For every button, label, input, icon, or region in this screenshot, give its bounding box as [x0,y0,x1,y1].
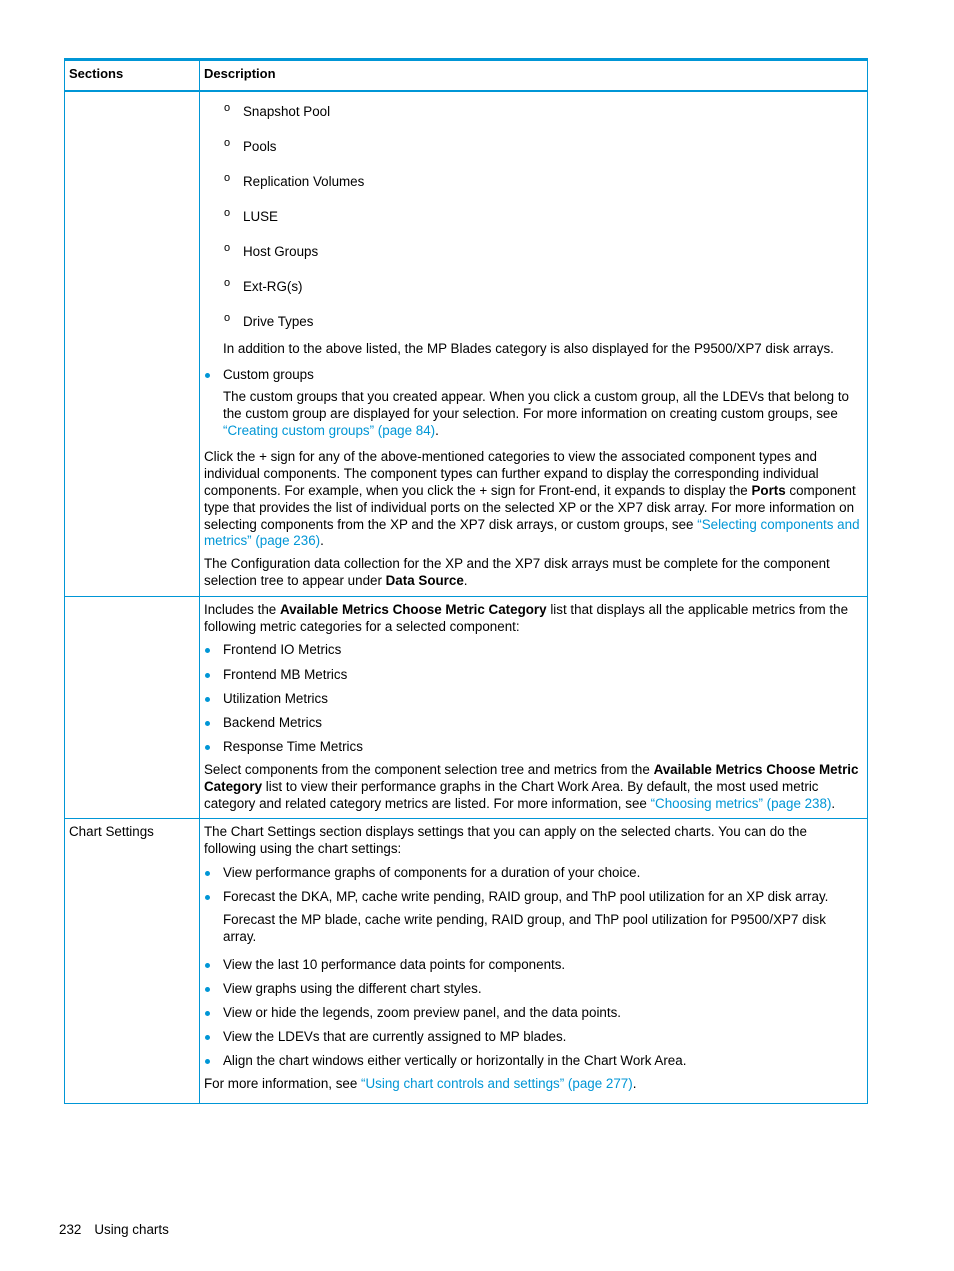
list-item: o Ext-RG(s) [224,276,303,294]
bullet-icon [205,648,210,653]
circle-bullet-icon: o [224,101,231,114]
creating-custom-groups-link[interactable]: “Creating custom groups” (page 84) [223,422,436,438]
section-cell [65,596,200,819]
table-row [65,819,868,1104]
bullet-icon [205,673,210,678]
bullet-icon [205,1059,210,1064]
sections-table [64,58,868,1104]
chapter-title: Using charts [94,1222,169,1237]
list-item: View the LDEVs that are currently assigned to MP blades. [204,1029,862,1046]
list-item: o Replication Volumes [224,171,365,189]
metrics-intro: Includes the Available Metrics Choose Metric Category list that displays all the applicable metrics from the following metric categories for a selected component: [204,601,849,634]
list-item: Align the chart windows either vertically or horizontally in the Chart Work Area. [204,1053,862,1070]
list-item: o Drive Types [224,311,314,329]
sub-category-list [204,101,862,331]
chart-settings-intro: The Chart Settings section displays settings that you can apply on the selected charts. You can do the following using the chart settings: [204,824,807,857]
table-row [65,596,868,819]
bullet-icon [205,1035,210,1040]
circle-bullet-icon: o [224,276,231,289]
custom-groups-description: The custom groups that you created appear. When you click a custom group, all the LDEVs that belong to the custom group are displayed for your selection. For more information on creating custom groups, see “Creating custom groups” (page 84). [223,389,849,438]
description-cell [200,596,868,819]
table-header-row [65,60,868,91]
circle-bullet-icon: o [224,206,231,219]
list-item: o Host Groups [224,241,319,259]
table-row [65,91,868,597]
select-components-paragraph: Select components from the component selection tree and metrics from the Available Metrics Choose Metric Category list to view their performance graphs in the Chart Work Area. By default, the most used metric category and related category metrics are listed. For more information, see “Choosing metrics” (page 238). [204,762,859,811]
bullet-icon [205,745,210,750]
list-item: Response Time Metrics [204,739,862,756]
selecting-components-link[interactable]: “Selecting components and metrics” (page 236) [204,516,860,549]
more-info-paragraph: For more information, see “Using chart controls and settings” (page 277). [204,1076,637,1092]
list-item: View graphs using the different chart styles. [204,981,862,998]
list-item: Forecast the DKA, MP, cache write pending, RAID group, and ThP pool utilization for an XP disk array. Forecast the MP blade, cache write pending, RAID group, and ThP pool utilization for P9500/XP7 disk array. [204,889,862,945]
list-item: View or hide the legends, zoom preview panel, and the data points. [204,1005,862,1022]
mp-blades-note: In addition to the above listed, the MP Blades category is also displayed for the P9500/XP7 disk arrays. [223,340,834,356]
description-cell [200,819,868,1104]
list-item: Backend Metrics [204,715,862,732]
metric-categories-list [204,642,862,756]
list-item: o LUSE [224,206,278,224]
list-item: View the last 10 performance data points for components. [204,957,862,974]
header-sections: Sections [65,60,200,91]
circle-bullet-icon: o [224,171,231,184]
header-description: Description [200,60,868,91]
section-cell [65,91,200,597]
bullet-icon [205,987,210,992]
list-item: Frontend IO Metrics [204,642,862,659]
chart-settings-list [204,865,862,1070]
click-plus-paragraph: Click the + sign for any of the above-mentioned categories to view the associated component types and individual components. The component types can further expand to display the corresponding individual components. For example, when you click the + sign for Front-end, it expands to display the Ports component type that provides the list of individual ports on the selected XP or the XP7 disk array. For more information on selecting components from the XP and the XP7 disk arrays, or custom groups, see “Selecting components and metrics” (page 236). [204,449,860,549]
choosing-metrics-link[interactable]: “Choosing metrics” (page 238) [650,795,832,811]
bullet-icon [205,697,210,702]
list-item: o Pools [224,136,277,154]
circle-bullet-icon: o [224,311,231,324]
chart-controls-link[interactable]: “Using chart controls and settings” (page 277) [361,1076,633,1092]
custom-groups-list [204,367,862,384]
section-cell: Chart Settings [65,819,200,1104]
bullet-icon [205,895,210,900]
bullet-icon [205,1011,210,1016]
page-footer [59,1222,169,1237]
list-item: View performance graphs of components for a duration of your choice. [204,865,862,882]
bullet-icon [205,373,210,378]
forecast-note: Forecast the MP blade, cache write pending, RAID group, and ThP pool utilization for P9500/XP7 disk array. [223,911,826,944]
bullet-icon [205,963,210,968]
bullet-icon [205,721,210,726]
circle-bullet-icon: o [224,241,231,254]
bullet-icon [205,871,210,876]
description-cell [200,91,868,597]
configuration-paragraph: The Configuration data collection for the XP and the XP7 disk arrays must be complete for the component selection tree to appear under Data Source. [204,556,830,589]
list-item: Frontend MB Metrics [204,667,862,684]
page-number: 232 [59,1222,82,1237]
list-item: o Snapshot Pool [224,101,331,119]
circle-bullet-icon: o [224,136,231,149]
list-item: Utilization Metrics [204,691,862,708]
list-item: Custom groups [204,367,862,384]
